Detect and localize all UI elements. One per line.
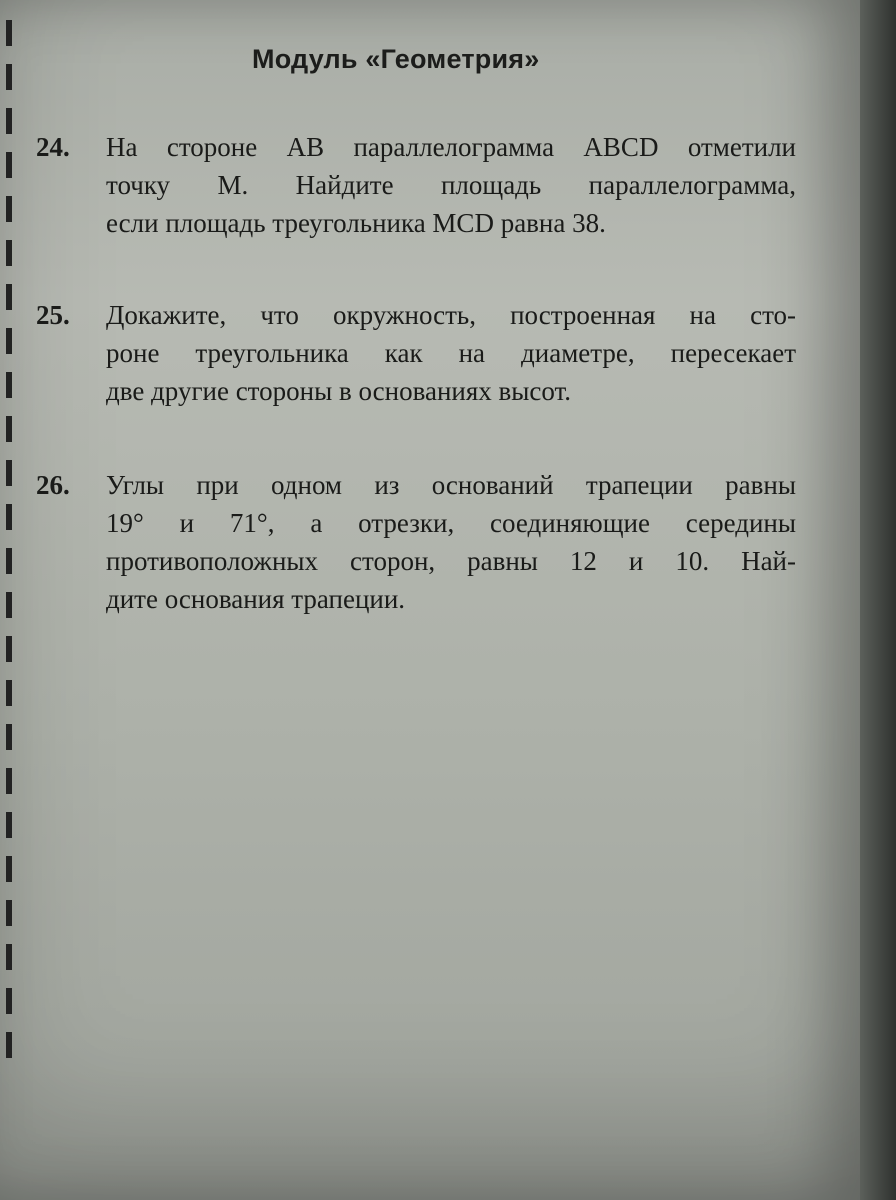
problem-number: 26. [36, 470, 70, 500]
problem-number: 25. [36, 300, 70, 330]
problem-text-line: роне треугольника как на диаметре, пересекает [106, 338, 796, 368]
problem-text-line: если площадь треугольника MCD равна 38. [106, 208, 606, 238]
problem-24 [36, 128, 796, 242]
problem-number: 24. [36, 132, 70, 162]
problem-text-line: На стороне AB параллелограмма ABCD отметили [106, 132, 796, 162]
cut-line [6, 20, 12, 1070]
problem-text-line: две другие стороны в основаниях высот. [106, 376, 572, 406]
bleed-through [330, 660, 338, 694]
problem-text-line: точку M. Найдите площадь параллелограмма, [106, 170, 796, 200]
problem-25 [36, 296, 796, 410]
page-edge-shadow [860, 0, 896, 1200]
problem-text-line: 19° и 71°, а отрезки, соединяющие середины [106, 508, 796, 538]
problem-26 [36, 466, 796, 618]
page-title: Модуль «Геометрия» [252, 44, 540, 74]
problem-text-line: Углы при одном из оснований трапеции равны [106, 470, 796, 500]
problem-text-line: противоположных сторон, равны 12 и 10. Най- [106, 546, 796, 576]
problem-text-line: Докажите, что окружность, построенная на сто- [106, 300, 796, 330]
problem-text-line: дите основания трапеции. [106, 584, 406, 614]
